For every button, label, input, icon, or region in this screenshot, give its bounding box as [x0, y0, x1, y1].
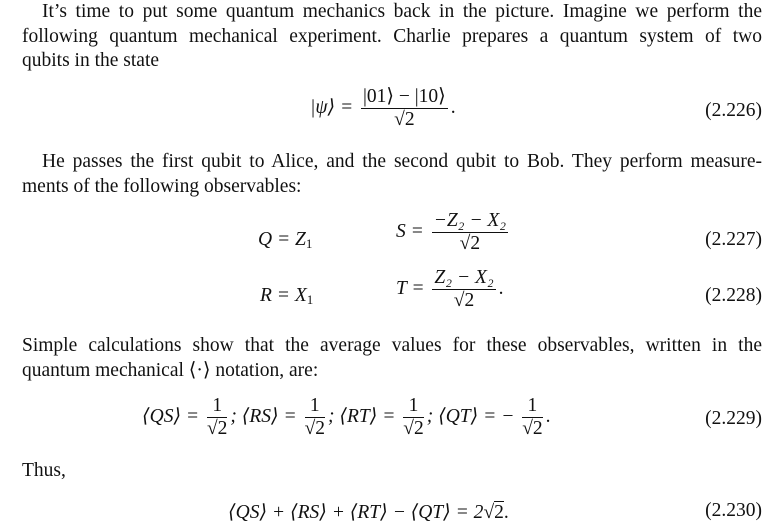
term: ; ⟨QT⟩ = −	[426, 405, 515, 427]
equation-2-227-right	[396, 210, 511, 255]
text-thus: Thus,	[22, 460, 66, 481]
subscript: 1	[306, 292, 314, 307]
term: ; ⟨RS⟩ =	[230, 405, 297, 427]
radicand: 2	[404, 109, 415, 130]
fraction-numerator: 1	[305, 395, 325, 418]
fraction-numerator: 1	[207, 395, 227, 418]
fraction-numerator: 1	[522, 395, 542, 418]
equation-2-227-left	[258, 229, 312, 252]
term: ⟨QS⟩ =	[142, 405, 200, 427]
sqrt-symbol: √	[483, 502, 495, 523]
radicand: 2	[532, 418, 543, 439]
equation-tail: .	[545, 405, 551, 427]
fraction	[207, 395, 227, 440]
equation-lhs: T =	[396, 277, 425, 299]
equation-text: R = X	[260, 285, 307, 306]
equation-2-226	[310, 86, 456, 131]
fraction-numerator: Z₂ − X₂	[434, 267, 494, 288]
equation-2-229	[142, 395, 551, 440]
fraction-numerator: 1	[403, 395, 423, 418]
equation-number: (2.229)	[705, 408, 762, 429]
fraction-numerator: −Z₂ − X₂	[433, 210, 507, 231]
paragraph-averages	[22, 334, 762, 383]
fraction-denominator: √2	[394, 109, 415, 130]
text-line: following quantum mechanical experiment. Charlie prepares a quantum system of two	[22, 25, 762, 47]
equation-2-230	[228, 500, 509, 524]
fraction-denominator: √2	[522, 418, 543, 439]
paragraph-observables	[22, 150, 762, 199]
text-line: It’s time to put some quantum mechanics back in the picture. Imagine we perform the	[42, 1, 762, 22]
fraction	[361, 86, 448, 131]
equation-tail: .	[503, 502, 509, 523]
radicand: 2	[315, 418, 326, 439]
equation-lhs: S =	[396, 220, 424, 242]
equation-number: (2.230)	[705, 500, 762, 521]
fraction-denominator: √2	[459, 233, 481, 254]
term: ; ⟨RT⟩ =	[328, 405, 396, 427]
equation-lhs: |ψ⟩ =	[310, 96, 354, 118]
fraction-denominator: √2	[453, 290, 475, 311]
text-line: He passes the first qubit to Alice, and the second qubit to Bob. They perform measure-	[42, 151, 762, 172]
text-line: ments of the following observables:	[22, 175, 302, 197]
radicand: 2	[470, 233, 481, 254]
fraction	[432, 267, 495, 312]
radicand: 2	[217, 418, 228, 439]
fraction-denominator: √2	[206, 418, 228, 439]
fraction	[403, 395, 423, 440]
radicand: 2	[413, 418, 424, 439]
radicand: 2	[464, 290, 475, 311]
equation-text: Q = Z	[258, 229, 306, 250]
equation-2-228-right	[396, 267, 504, 312]
equation-2-228-left	[260, 285, 313, 308]
fraction	[305, 395, 325, 440]
equation-tail: .	[450, 96, 456, 118]
equation-number: (2.227)	[705, 229, 762, 250]
text-line: qubits in the state	[22, 50, 160, 71]
equation-number: (2.228)	[705, 285, 762, 306]
equation-expression: ⟨QS⟩ + ⟨RS⟩ + ⟨RT⟩ − ⟨QT⟩ = 2	[228, 502, 484, 523]
fraction-denominator: √2	[403, 418, 424, 439]
radicand: 2	[494, 502, 504, 523]
fraction	[432, 210, 508, 255]
subscript: 1	[305, 236, 313, 251]
fraction-numerator: |01⟩ − |10⟩	[363, 86, 446, 107]
paragraph-intro	[22, 0, 762, 74]
equation-number: (2.226)	[705, 100, 762, 121]
fraction-denominator: √2	[304, 418, 326, 439]
fraction	[522, 395, 542, 440]
equation-tail: .	[498, 277, 504, 299]
text-line: Simple calculations show that the average values for these observables, written in the	[22, 335, 762, 356]
text-line: quantum mechanical ⟨·⟩ notation, are:	[22, 359, 319, 381]
